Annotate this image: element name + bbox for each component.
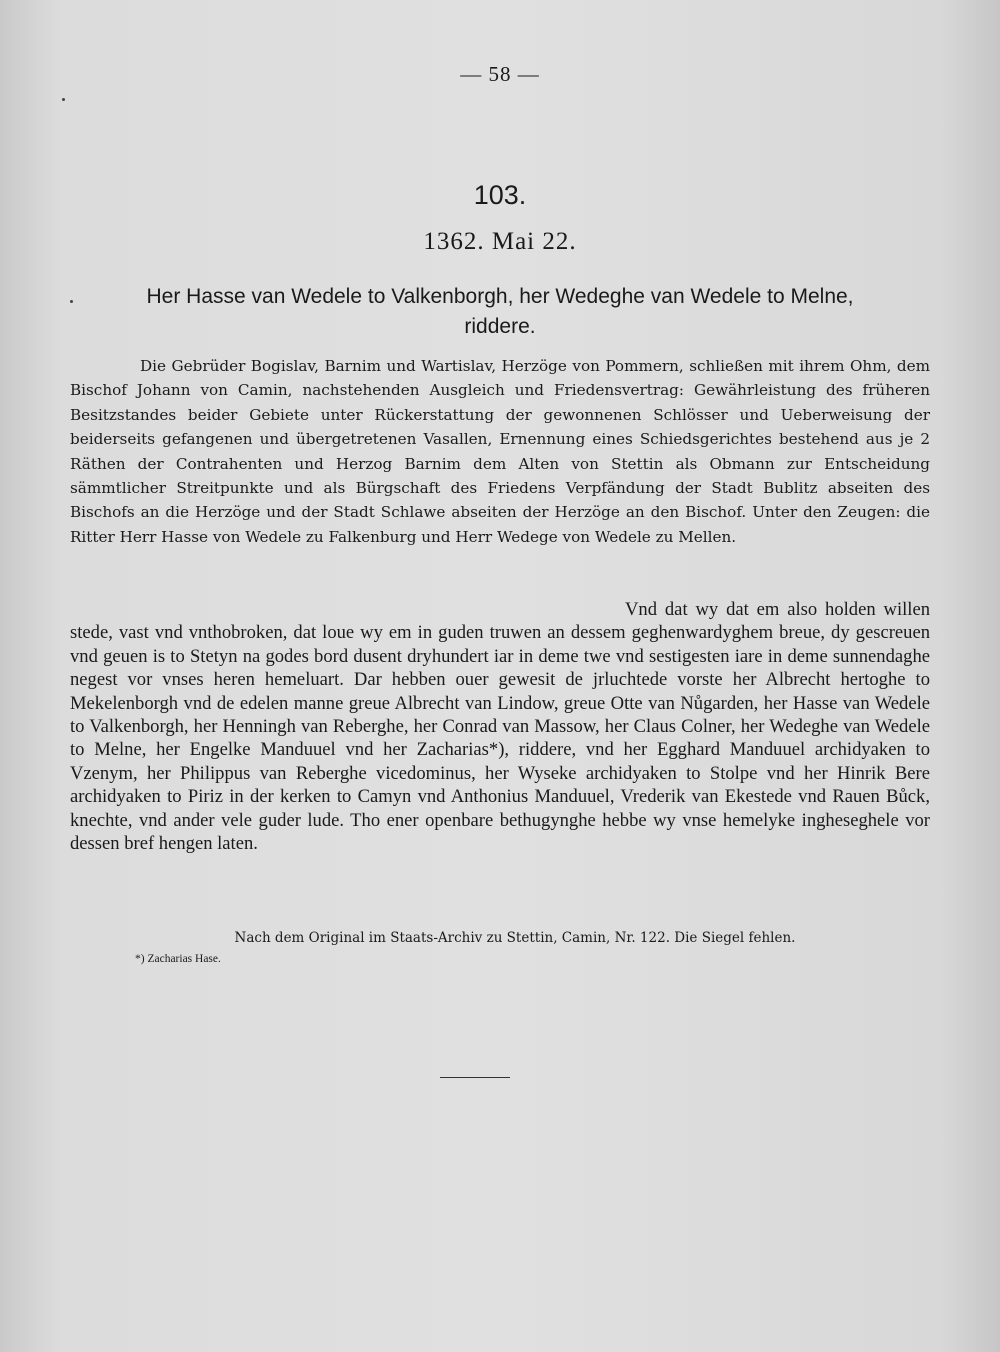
document-title: Her Hasse van Wedele to Valkenborgh, her Wedeghe van Wedele to Melne, riddere. <box>146 285 854 338</box>
document-date: 1362. Mai 22. <box>423 228 577 255</box>
paper-speck <box>70 300 73 303</box>
footnote: *) Zacharias Hase. <box>135 953 221 965</box>
document-number: 103. <box>473 180 527 210</box>
summary-paragraph: Die Gebrüder Bogislav, Barnim und Wartislav, Herzöge von Pommern, schließen mit ihrem Ohm, dem Bischof Johann von Camin, nachstehenden Ausgleich und Friedensvertrag: Gewährleistung des früheren Besitzstandes beider Gebiete unter Rückerstattung der gewonnenen Schlösser und Ueberweisung der beiderseits gefangenen und übergetretenen Vasallen, Ernennung eines Schiedsgerichtes bestehend aus je 2 Räthen der Contrahenten und Herzog Barnim dem Alten von Stettin als Obmann zur Entscheidung sämmtlicher Streitpunkte und als Bürgschaft des Friedens Verpfändung der Stadt Bublitz abseiten des Bischofs an die Herzöge und der Stadt Schlawe abseiten der Herzöge an den Bischof. Unter den Zeugen: die Ritter Herr Hasse von Wedele zu Falkenburg und Herr Wedege von Wedele zu Mellen. <box>70 357 930 546</box>
end-divider <box>440 1077 510 1078</box>
paper-speck <box>62 98 65 101</box>
charter-text: Vnd dat wy dat em also holden willen stede, vast vnd vnthobroken, dat loue wy em in guden truwen an dessem geghenwardyghem breue, dy gescreuen vnd geuen is to Stetyn na godes bord dusent dryhundert iar in deme twe vnd sestigesten iare in deme sunnendaghe negest vor vnses heren hemeluart. Dar hebben ouer gewesit de jrluchtede vorste her Albrecht hertoghe to Mekelenborgh vnd de edelen manne greue Albrecht van Lindow, greue Otte van Nůgarden, her Hasse van Wedele to Valkenborgh, her Henningh van Reberghe, her Conrad van Massow, her Claus Colner, her Wedeghe van Wedele to Melne, her Engelke Manduuel vnd her Zacharias*), riddere, vnd her Egghard Manduuel archidyaken to Vzenym, her Philippus van Reberghe vicedominus, her Wyseke archidyaken to Stolpe vnd her Hinrik Bere archidyaken to Piriz in der kerken to Camyn vnd Anthonius Manduuel, Vrederik van Ekestede vnd Rauen Bůck, knechte, vnd ander vele guder lude. Tho ener openbare bethugynghe hebbe wy vnse hemelyke ingheseghele vor dessen bref hengen laten. <box>70 599 930 855</box>
source-note: Nach dem Original im Staats-Archiv zu Stettin, Camin, Nr. 122. Die Siegel fehlen. <box>234 930 796 946</box>
page-number: — 58 — <box>460 62 540 86</box>
